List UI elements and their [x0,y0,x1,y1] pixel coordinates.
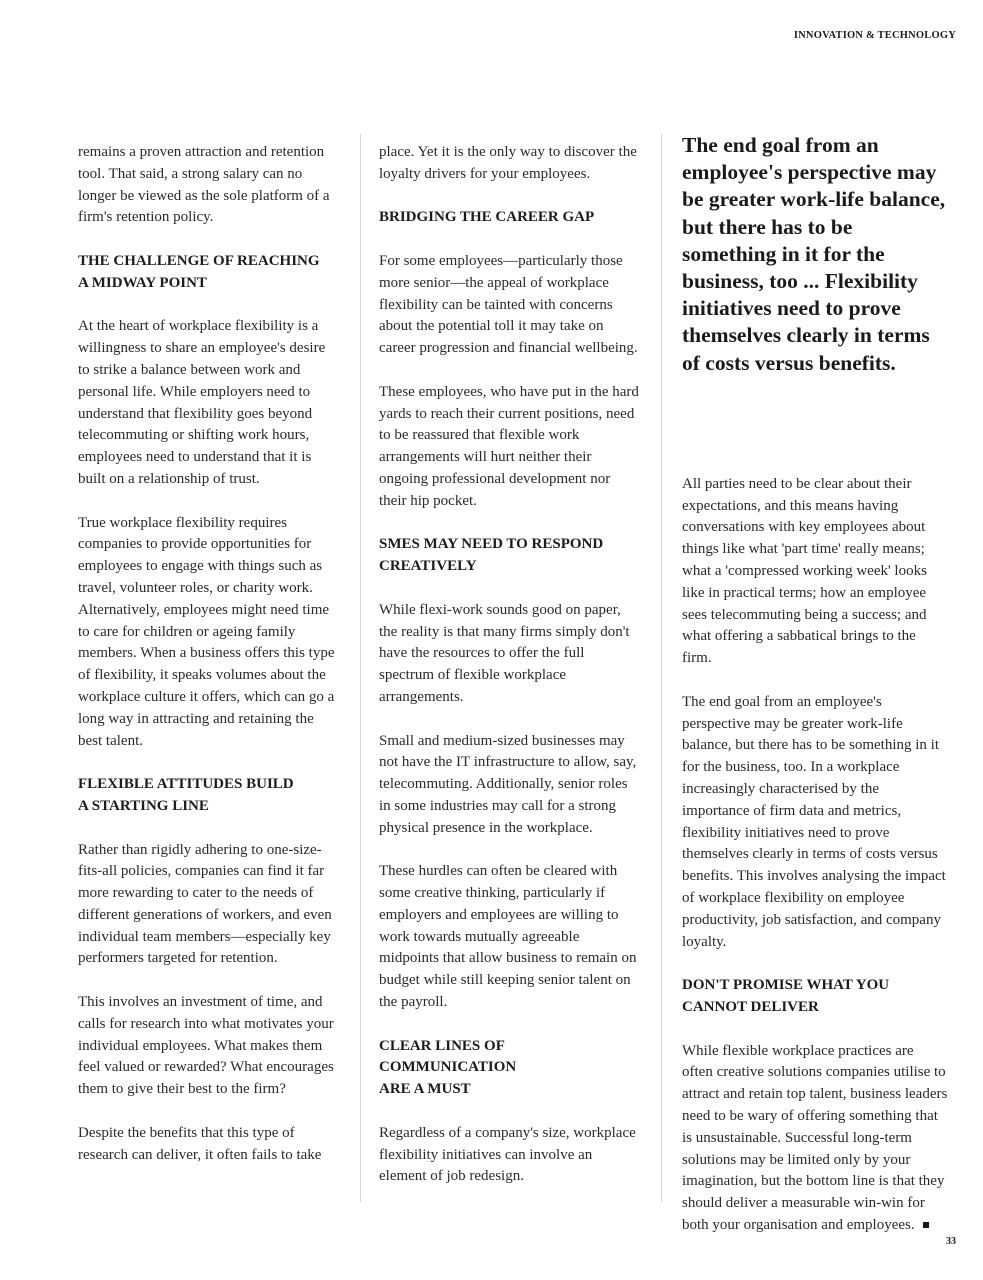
section-heading: FLEXIBLE ATTITUDES BUILD A STARTING LINE [78,776,294,814]
column-divider [360,134,361,1202]
column-divider [661,134,662,1202]
article-column-1 [78,142,340,1188]
paragraph: Despite the benefits that this type of research can deliver, it often fails to take [78,1124,322,1163]
paragraph-text: While flexible workplace practices are often creative solutions companies utilise to attract and retain top talent, business leaders need to be wary of offering something that is unsustainable. Successful long-term solutions may be limited only by your imagination, but the bottom line is that they should deliver a measurable win-win for both your organisation and employees. [682,1042,948,1233]
section-heading: CLEAR LINES OF COMMUNICATION ARE A MUST [379,1037,517,1098]
paragraph: At the heart of workplace flexibility is a willingness to share an employee's desire to strike a balance between work and personal life. While employers need to understand that flexibility goes beyond telecommuting or shifting work hours, employees need to understand that it is built on a relationship of trust. [78,318,326,487]
pull-quote: The end goal from an employee's perspective may be greater work-life balance, but there has to be something in it for the business, too ... Flexibility initiatives need to prove themselves clearly in terms of costs versus benefits. [682,133,946,375]
article-column-3 [682,133,948,1259]
paragraph: This involves an investment of time, and calls for research into what motivates your individual employees. What makes them feel valued or rewarded? What encourages them to give their best to the firm? [78,994,334,1098]
end-of-article-mark [923,1222,929,1228]
article-column-2 [379,142,641,1210]
section-heading: THE CHALLENGE OF REACHING A MIDWAY POINT [78,252,320,291]
paragraph: Regardless of a company's size, workplace flexibility initiatives can involve an element of job redesign. [379,1124,636,1185]
section-heading: BRIDGING THE CAREER GAP [379,209,595,226]
paragraph: place. Yet it is the only way to discover the loyalty drivers for your employees. [379,144,637,182]
section-label: INNOVATION & TECHNOLOGY [793,30,956,41]
paragraph: Small and medium-sized businesses may not have the IT infrastructure to allow, say, telecommuting. Additionally, senior roles in some industries may call for a strong physical presence in the workplace. [379,732,637,836]
paragraph: These employees, who have put in the hard yards to reach their current positions, need to be reassured that flexible work arrangements will hurt neither their ongoing professional development nor their hip pocket. [379,383,639,509]
paragraph: Rather than rigidly adhering to one-size-fits-all policies, companies can find it far more rewarding to cater to the needs of different generations of workers, and even individual team members—especially key performers targeted for retention. [78,841,332,967]
paragraph: The end goal from an employee's perspective may be greater work-life balance, but there has to be something in it for the business, too. In a workplace increasingly characterised by the importance of firm data and metrics, flexibility initiatives need to prove themselves clearly in terms of costs versus benefits. This involves analysing the impact of workplace flexibility on employee productivity, job satisfaction, and company loyalty. [682,693,946,950]
section-heading: DON'T PROMISE WHAT YOU CANNOT DELIVER [682,977,890,1015]
section-heading: SMES MAY NEED TO RESPOND CREATIVELY [379,536,604,575]
paragraph: While flexi-work sounds good on paper, the reality is that many firms simply don't have the resources to offer the full spectrum of flexible workplace arrangements. [379,601,630,705]
page-number: 33 [946,1236,956,1247]
paragraph: remains a proven attraction and retention tool. That said, a strong salary can no longer be viewed as the sole platform of a firm's retention policy. [78,144,330,226]
paragraph: These hurdles can often be cleared with some creative thinking, particularly if employers and employees are willing to work towards mutually agreeable midpoints that allow business to remain on budget while still keeping senior talent on the payroll. [379,863,637,1011]
paragraph: All parties need to be clear about their expectations, and this means having conversations with key employees about things like what 'part time' really means; what a 'compressed working week' looks like in practical terms; how an employee sees telecommuting being a success; and what offering a sabbatical brings to the firm. [682,475,927,667]
paragraph: For some employees—particularly those more senior—the appeal of workplace flexibility can be tainted with concerns about the potential toll it may take on career progression and financial wellbeing. [379,252,638,357]
paragraph: True workplace flexibility requires companies to provide opportunities for employees to engage with things such as travel, volunteer roles, or charity work. Alternatively, employees might need time to care for children or ageing family members. When a business offers this type of flexibility, it speaks volumes about the workplace culture it offers, which can go a long way in attracting and retaining the best talent. [78,514,335,749]
pull-quote-spacer [682,377,948,474]
final-paragraph [682,1041,948,1237]
